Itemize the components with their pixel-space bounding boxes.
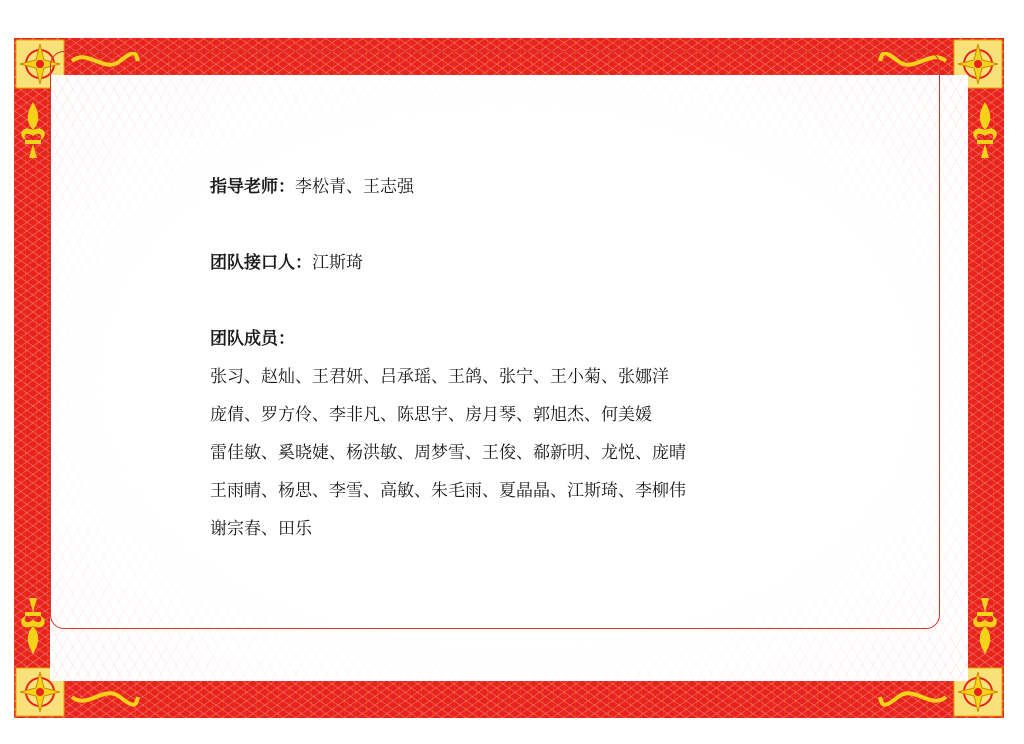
- members-line: 庞倩、罗方伶、李非凡、陈思宇、房月琴、郭旭杰、何美媛: [210, 405, 652, 425]
- contact-label: 团队接口人：: [210, 253, 312, 273]
- certificate-content: [210, 168, 810, 548]
- fleur-de-lis-icon: [16, 100, 50, 160]
- fleur-de-lis-icon: [968, 100, 1002, 160]
- members-heading: [210, 320, 810, 358]
- swirl-ornament-icon: [878, 686, 948, 708]
- contact-value: 江斯琦: [312, 253, 363, 273]
- members-line: 张习、赵灿、王君妍、吕承瑶、王鸽、张宁、王小菊、张娜洋: [210, 367, 669, 387]
- members-line: 王雨晴、杨思、李雪、高敏、朱毛雨、夏晶晶、江斯琦、李柳伟: [210, 481, 686, 501]
- members-line: 谢宗春、田乐: [210, 519, 312, 539]
- fleur-de-lis-icon: [16, 596, 50, 656]
- advisor-line: [210, 168, 810, 206]
- fleur-de-lis-icon: [968, 596, 1002, 656]
- members-line: 雷佳敏、奚晓婕、杨洪敏、周梦雪、王俊、郗新明、龙悦、庞晴: [210, 443, 686, 463]
- advisor-value: 李松青、王志强: [295, 177, 414, 197]
- contact-line: [210, 244, 810, 282]
- swirl-ornament-icon: [70, 686, 140, 708]
- advisor-label: 指导老师：: [210, 177, 295, 197]
- members-label: 团队成员：: [210, 329, 295, 349]
